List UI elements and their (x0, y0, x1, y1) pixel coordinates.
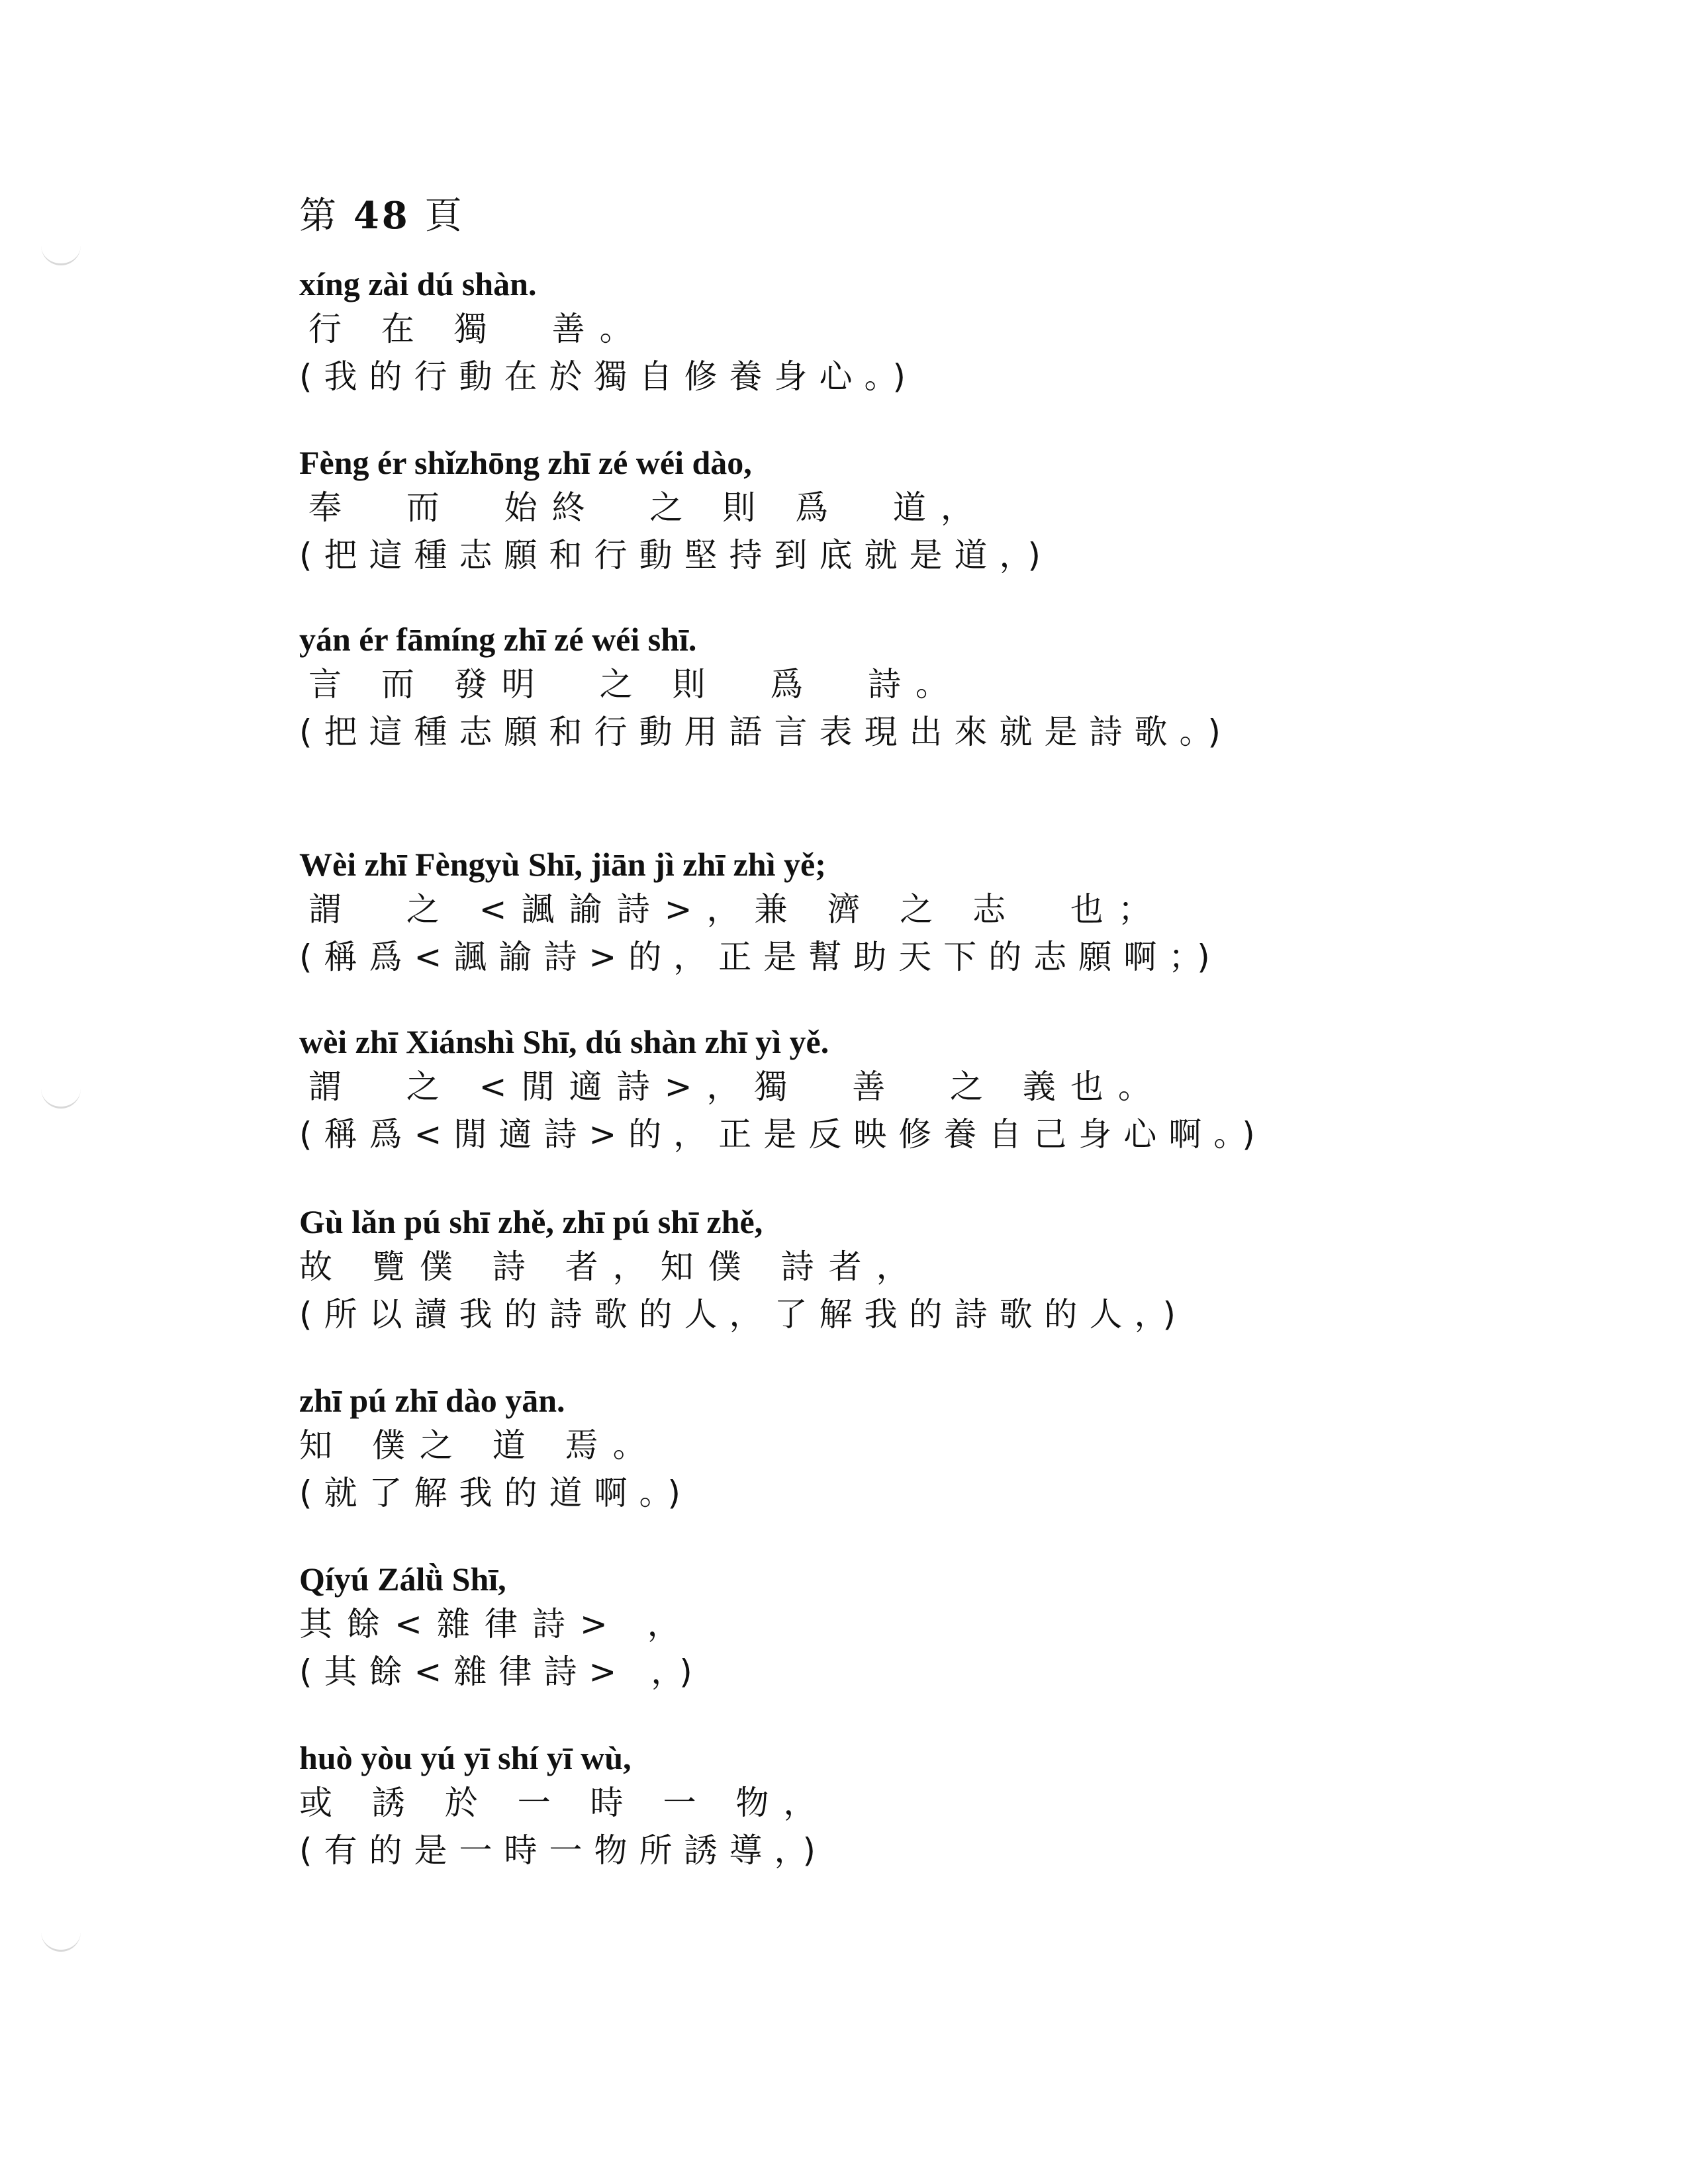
gloss-line: (把這種志願和行動用語言表現出來就是詩歌。) (299, 713, 1233, 751)
page-header (299, 187, 465, 240)
verse-block (299, 1019, 1425, 1157)
pinyin-line: zhī pú zhī dào yān. (299, 1382, 565, 1419)
pinyin-line: yán ér fāmíng zhī zé wéi shī. (299, 621, 697, 658)
gloss-line: (我的行動在於獨自修養身心。) (299, 357, 918, 396)
pinyin-line: Gù lǎn pú shī zhě, zhī pú shī zhě, (299, 1203, 763, 1240)
pinyin-line: wèi zhī Xiánshì Shī, dú shàn zhī yì yě. (299, 1023, 829, 1060)
hanzi-line: 行 在 獨 善。 (308, 310, 647, 348)
hanzi-line: 奉 而 始終 之 則 爲 道， (308, 488, 988, 527)
verse-block (299, 1735, 1425, 1873)
gloss-line: (稱爲<閒適詩>的，正是反映修養自己身心啊。) (299, 1115, 1267, 1154)
hanzi-line: 謂 之 <諷諭詩>，兼 濟 之 志 也； (308, 890, 1166, 929)
margin-mark (41, 1930, 81, 1952)
pinyin-line: Qíyú Zálǜ Shī, (299, 1561, 506, 1598)
pinyin-line: Wèi zhī Fèngyù Shī, jiān jì zhī zhì yě; (299, 846, 826, 883)
page-label-pre: 第 (299, 195, 339, 238)
hanzi-line: 其餘<雜律詩> ， (299, 1605, 695, 1643)
verse-block (299, 1199, 1425, 1337)
pinyin-line: xíng zài dú shàn. (299, 265, 537, 302)
verse-block (299, 1557, 1425, 1694)
gloss-line: (就了解我的道啊。) (299, 1474, 693, 1512)
gloss-line: (把這種志願和行動堅持到底就是道，) (299, 536, 1053, 574)
pinyin-line: Fèng ér shǐzhōng zhī zé wéi dào, (299, 444, 752, 481)
verse-block (299, 1378, 1425, 1516)
gloss-line: (所以讀我的詩歌的人，了解我的詩歌的人，) (299, 1295, 1188, 1334)
hanzi-line: 言 而 發明 之 則 爲 詩。 (308, 665, 964, 704)
margin-mark (41, 1087, 81, 1109)
verse-block (299, 617, 1425, 754)
verse-block (299, 440, 1425, 578)
verse-block (299, 261, 1425, 399)
page-number: 48 (353, 194, 410, 238)
hanzi-line: 謂 之 <閒適詩>，獨 善 之 義也。 (308, 1068, 1166, 1106)
gloss-line: (其餘<雜律詩> ，) (299, 1653, 704, 1691)
hanzi-line: 故 覽僕 詩 者，知僕 詩者， (299, 1248, 924, 1286)
verse-block (299, 842, 1425, 979)
gloss-line: (有的是一時一物所誘導，) (299, 1831, 828, 1870)
hanzi-line: 或 誘 於 一 時 一 物， (299, 1784, 831, 1822)
gloss-line: (稱爲<諷諭詩>的，正是幫助天下的志願啊；) (299, 938, 1222, 976)
pinyin-line: huò yòu yú yī shí yī wù, (299, 1739, 632, 1776)
page-label-post: 頁 (424, 195, 465, 238)
margin-mark (41, 244, 81, 265)
hanzi-line: 知 僕之 道 焉。 (299, 1426, 661, 1465)
